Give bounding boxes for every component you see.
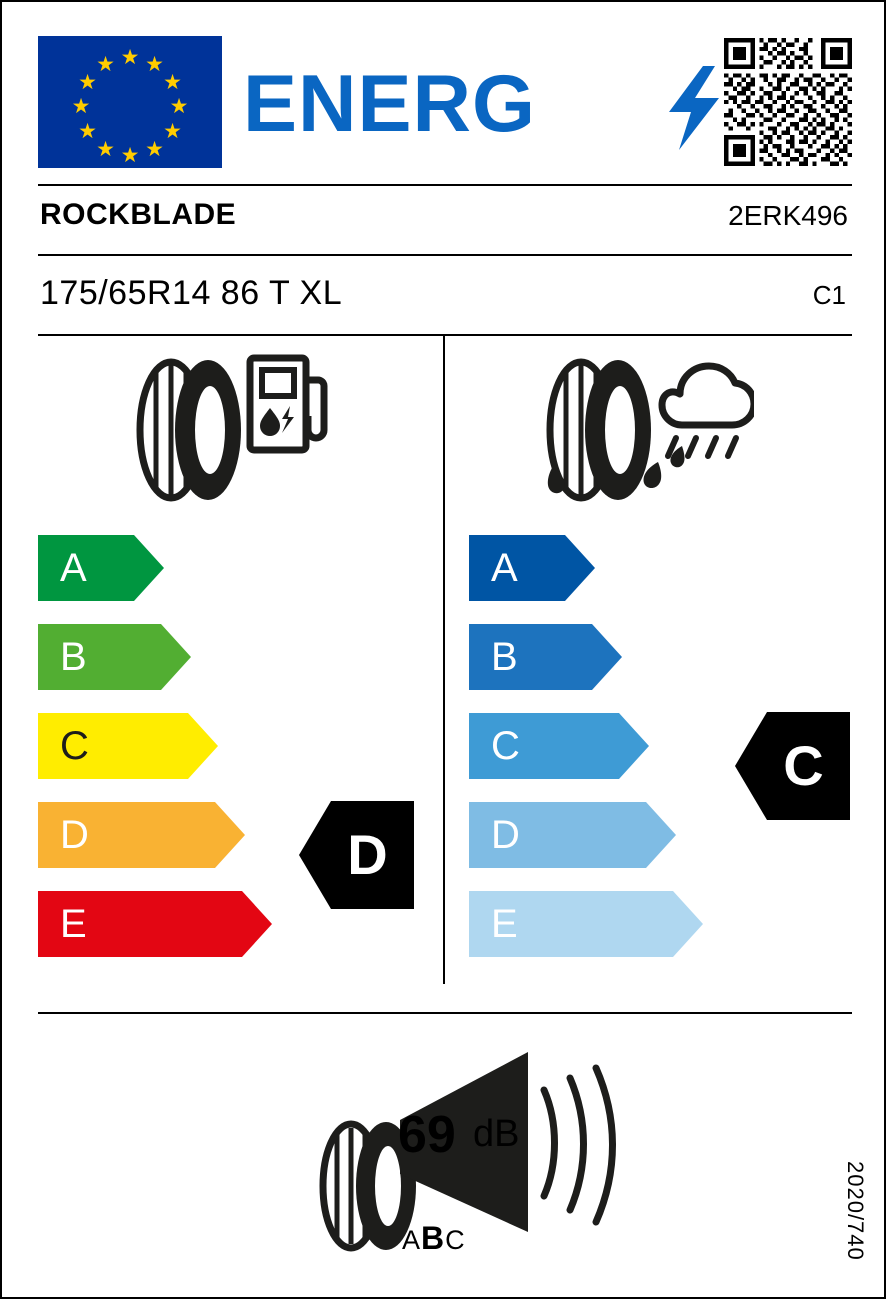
fuel-result-letter: D: [347, 823, 388, 886]
fuel-efficiency-scale: [38, 535, 288, 985]
fuel-grade-a-letter: A: [60, 546, 87, 590]
tyre-size: 175/65R14 86 T XL: [40, 274, 343, 312]
noise-db-value: 69: [398, 1106, 456, 1164]
divider-size: [38, 334, 852, 336]
wet-grade-b-letter: B: [491, 635, 518, 679]
qr-code-icon: [724, 38, 852, 166]
fuel-grade-b-letter: B: [60, 635, 87, 679]
energy-wordmark: ENERG: [243, 59, 537, 149]
fuel-grade-c-letter: C: [60, 724, 89, 768]
wet-grade-e-letter: E: [491, 902, 518, 946]
tyre-class: C1: [812, 280, 846, 310]
supplier-code: 2ERK496: [728, 200, 848, 231]
tyre-rain-cloud-icon: [530, 350, 754, 516]
supplier-brand: ROCKBLADE: [40, 198, 237, 231]
wet-grade-d: [469, 802, 676, 868]
wet-grade-b: [469, 624, 622, 690]
tyre-fuel-pump-icon: [120, 350, 330, 510]
noise-class-row: [402, 1220, 466, 1257]
fuel-efficiency-result: [299, 801, 414, 909]
fuel-grade-b: [38, 624, 191, 690]
lightning-bolt-icon: [663, 66, 723, 150]
fuel-grade-d-letter: D: [60, 813, 89, 857]
wet-grade-c: [469, 713, 649, 779]
wet-grade-e: [469, 891, 703, 957]
wet-grade-c-letter: C: [491, 724, 520, 768]
label-header: [38, 36, 852, 168]
noise-class-c: C: [445, 1225, 466, 1255]
divider-top: [38, 184, 852, 186]
wet-result-letter: C: [783, 734, 824, 797]
noise-db-unit: dB: [473, 1113, 520, 1155]
wet-grade-a: [469, 535, 595, 601]
fuel-grade-c: [38, 713, 218, 779]
wet-grade-a-letter: A: [491, 546, 518, 590]
vertical-divider: [443, 336, 445, 984]
fuel-grade-e: [38, 891, 272, 957]
regulation-reference: 2020/740: [843, 1161, 868, 1261]
fuel-grade-a: [38, 535, 164, 601]
wet-grip-scale: [469, 535, 719, 985]
fuel-grade-e-letter: E: [60, 902, 87, 946]
divider-brand: [38, 254, 852, 256]
eu-flag-icon: ★ ★ ★ ★ ★ ★ ★ ★ ★ ★ ★ ★: [38, 36, 222, 168]
noise-class-a: A: [402, 1225, 422, 1255]
wet-grade-d-letter: D: [491, 813, 520, 857]
wet-grip-result: [735, 712, 850, 820]
noise-class-b: B: [421, 1220, 446, 1256]
fuel-grade-d: [38, 802, 245, 868]
